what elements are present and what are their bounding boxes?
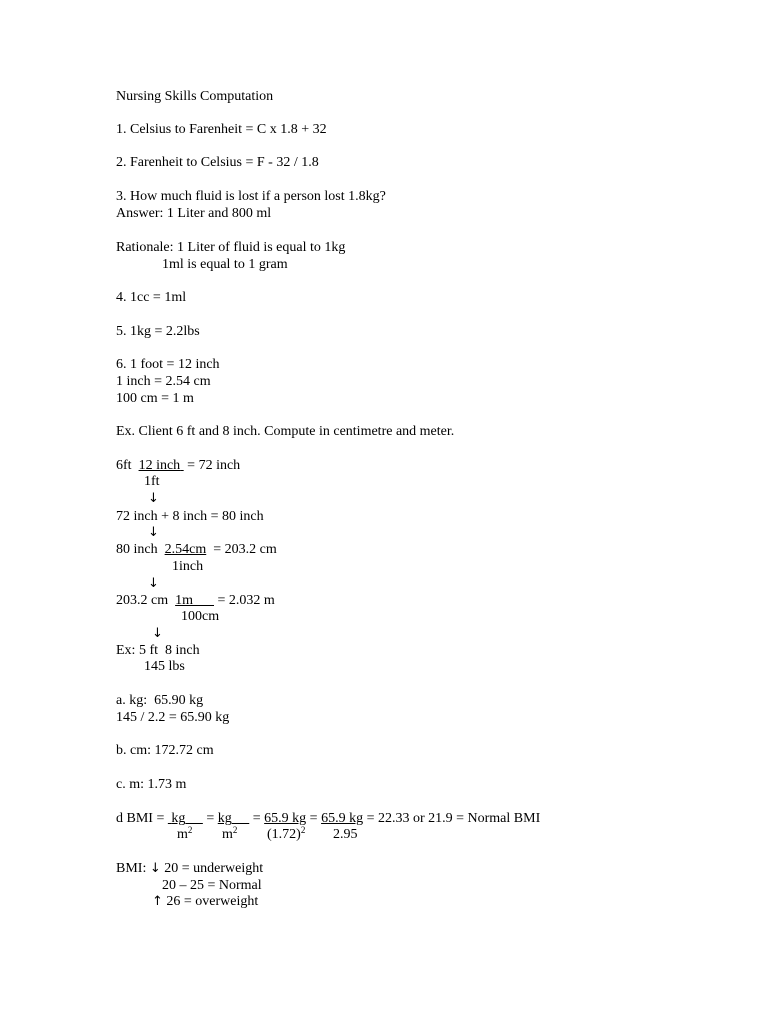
- down-arrow-icon: ↓: [148, 525, 159, 540]
- bmi-scale-label: BMI:: [116, 861, 150, 876]
- bmi-denominator-2: $m^2$: [222, 825, 238, 842]
- bmi-formula: d BMI = kg = kg = 65.9 kg = 65.9 kg = 22.33 or 21.9 = Normal BMI: [116, 811, 541, 826]
- bmi-numerator-2: kg: [217, 811, 232, 826]
- rationale-line-2: 1ml is equal to 1 gram: [162, 257, 288, 272]
- step-4-result: = 2.032 m: [214, 593, 275, 608]
- fahrenheit-to-celsius: 2. Farenheit to Celsius = F - 32 / 1.8: [116, 155, 319, 170]
- answer-c-m: c. m: 1.73 m: [116, 777, 187, 792]
- celsius-to-fahrenheit: 1. Celsius to Farenheit = C x 1.8 + 32: [116, 122, 327, 137]
- example-1-step-2: 72 inch + 8 inch = 80 inch: [116, 509, 264, 524]
- down-arrow-icon: ↓: [152, 626, 163, 641]
- example-1-step-4: [116, 592, 275, 609]
- bmi-overweight: ↑ 26 = overweight: [152, 894, 259, 909]
- step-3-denominator: 1inch: [172, 559, 204, 574]
- bmi-result: = 22.33 or 21.9 = Normal BMI: [363, 811, 541, 826]
- example-2-line-2: 145 lbs: [144, 659, 185, 674]
- bmi-denominator-4: 2.95: [333, 827, 358, 842]
- step-3-label: 80 inch: [116, 542, 158, 557]
- answer-a-kg: a. kg: 65.90 kg: [116, 693, 204, 708]
- fluid-answer: Answer: 1 Liter and 800 ml: [116, 206, 272, 221]
- step-3-result: = 203.2 cm: [209, 542, 277, 557]
- bmi-underweight: BMI: ↓ 20 = underweight: [116, 861, 264, 876]
- kg-conversion: 5. 1kg = 2.2lbs: [116, 324, 200, 339]
- example-1-step-1: [116, 457, 240, 474]
- step-4-denominator: 100cm: [181, 609, 220, 624]
- down-arrow-icon: ↓: [149, 861, 161, 876]
- bmi-numerator-4: 65.9 kg: [321, 811, 364, 826]
- bmi-denominator-1: $m^2$: [177, 825, 193, 842]
- step-3-numerator: 2.54cm: [164, 542, 207, 557]
- answer-b-cm: b. cm: 172.72 cm: [116, 743, 214, 758]
- answer-a-computation: 145 / 2.2 = 65.90 kg: [116, 710, 230, 725]
- rationale-line-1: Rationale: 1 Liter of fluid is equal to 1kg: [116, 240, 346, 255]
- step-1-numerator: 12 inch: [138, 458, 181, 473]
- up-arrow-icon: ↑: [152, 894, 163, 909]
- inch-conversion: 1 inch = 2.54 cm: [116, 374, 211, 389]
- bmi-numerator-3: 65.9 kg: [264, 811, 307, 826]
- example-1-step-3: [116, 541, 277, 558]
- cm-conversion: 100 cm = 1 m: [116, 391, 194, 406]
- step-4-label: 203.2 cm: [116, 593, 169, 608]
- step-1-result: = 72 inch: [183, 458, 241, 473]
- page-title: Nursing Skills Computation: [116, 89, 274, 104]
- example-2-line-1: Ex: 5 ft 8 inch: [116, 643, 200, 658]
- bmi-normal: 20 – 25 = Normal: [162, 878, 262, 893]
- fluid-question: 3. How much fluid is lost if a person lost 1.8kg?: [116, 189, 386, 204]
- cc-conversion: 4. 1cc = 1ml: [116, 290, 187, 305]
- down-arrow-icon: ↓: [148, 491, 159, 506]
- example-1-prompt: Ex. Client 6 ft and 8 inch. Compute in centimetre and meter.: [116, 424, 455, 439]
- bmi-numerator-1: kg: [171, 811, 186, 826]
- step-1-denominator: 1ft: [144, 474, 160, 489]
- bmi-label: d BMI =: [116, 811, 168, 826]
- down-arrow-icon: ↓: [148, 576, 159, 591]
- foot-conversion: 6. 1 foot = 12 inch: [116, 357, 220, 372]
- step-4-numerator: 1m: [175, 593, 193, 608]
- step-1-label: 6ft: [116, 458, 132, 473]
- bmi-denominator-3: $(1.72)^2$: [267, 825, 306, 842]
